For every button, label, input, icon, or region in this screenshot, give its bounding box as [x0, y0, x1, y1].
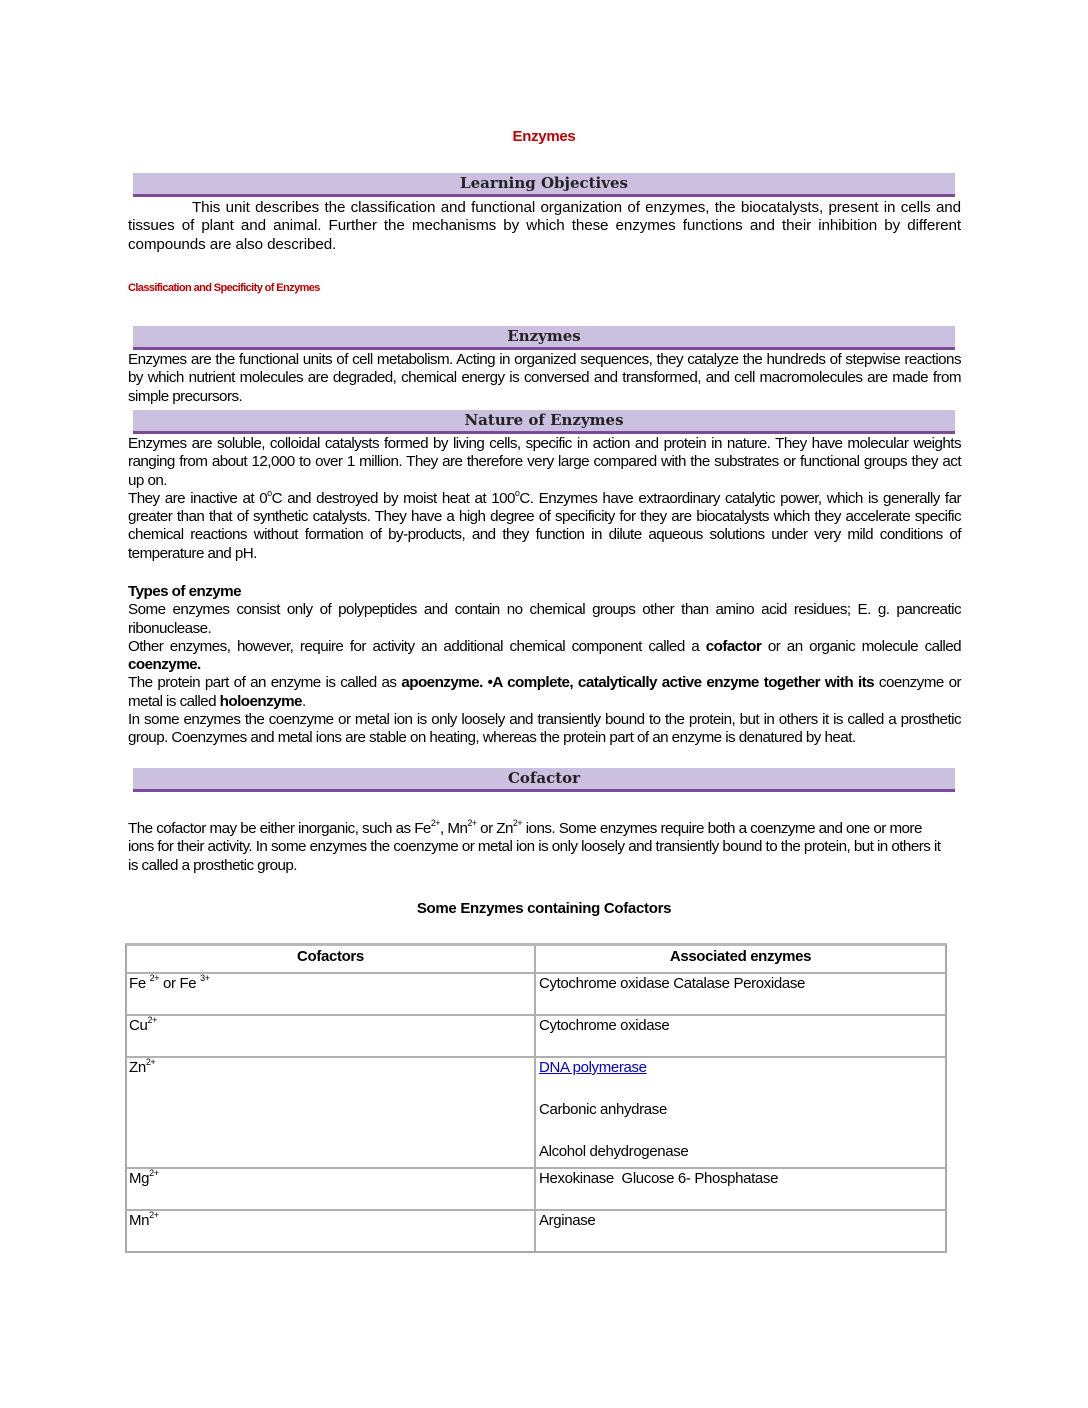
cofactor-cell — [127, 1058, 536, 1169]
charge-sup: 2+ — [430, 818, 440, 828]
section-band-learning-objectives — [133, 173, 955, 197]
text-run: The cofactor may be either inorganic, such as Fe — [128, 820, 431, 837]
enzymes-cell — [536, 1058, 945, 1169]
enzyme-name: Hexokinase Glucose 6- Phosphatase — [538, 1170, 779, 1187]
text-run: ions. Some enzymes require both a coenzyme and one or more ions for their activity. In some enzymes the coenzyme or metal ion is only loosely and transiently bound to the protein, but in others it is called a prosthetic group. — [128, 820, 941, 874]
text-run: They are inactive at 0 — [128, 489, 268, 507]
document-title: Enzymes — [512, 128, 576, 145]
charge-sup: 2+ — [145, 1057, 156, 1067]
charge-sup: 2+ — [512, 818, 523, 828]
paragraph-text: Enzymes are the functional units of cell metabolism. Acting in organized sequences, they catalyze the hundreds of stepwise reactions by which nutrient molecules are degraded, chemical energy is conversed and transformed, and cell macromolecules are made from simple precursors. — [128, 351, 961, 405]
classification-heading: Classification and Specificity of Enzymes — [128, 282, 320, 294]
section-heading: Nature of Enzymes — [464, 411, 624, 429]
cofactor-cell — [127, 1169, 536, 1211]
charge-sup: 2+ — [149, 1210, 159, 1220]
text-run: or Zn — [476, 820, 513, 837]
enzymes-cell — [536, 974, 945, 1016]
nature-paragraphs — [128, 435, 961, 563]
charge-sup: 2+ — [467, 818, 477, 828]
table-header-row — [127, 946, 945, 974]
enzyme-name: Cytochrome oxidase Catalase Peroxidase — [538, 975, 805, 992]
cofactor-cell — [127, 1211, 536, 1251]
paragraph-text: Enzymes are soluble, colloidal catalysts formed by living cells, specific in action and protein in nature. They have molecular weights ranging from about 12,000 to over 1 million. They are therefore very large compared with the substrates or functional groups they act up on. — [128, 435, 961, 489]
enzyme-name: Carbonic anhydrase — [538, 1101, 667, 1118]
term-coenzyme: coenzyme. — [128, 656, 201, 674]
ion-symbol: Mn — [129, 1212, 150, 1229]
enzymes-cell — [536, 1169, 945, 1211]
text-run: The protein part of an enzyme is called as — [128, 674, 402, 692]
table-caption: Some Enzymes containing Cofactors — [416, 900, 672, 917]
cofactor-table — [125, 943, 947, 1253]
enzyme-name: Arginase — [538, 1212, 596, 1229]
paragraph-text — [128, 674, 961, 711]
paragraph-text — [128, 638, 961, 675]
section-heading: Cofactor — [507, 769, 581, 787]
section-band-cofactor — [133, 768, 955, 792]
ion-symbol: Mg — [129, 1170, 150, 1187]
section-band-nature — [133, 410, 955, 434]
types-heading: Types of enzyme — [128, 583, 242, 600]
table-row — [127, 1058, 945, 1169]
cofactor-cell — [127, 1016, 536, 1058]
paragraph-text: This unit describes the classification and functional organization of enzymes, the biocatalysts, present in cells and tissues of plant and animal. Further the mechanisms by which these enzymes functions and their inhibition by different compounds are also described. — [128, 199, 961, 253]
text-run: C and destroyed by moist heat at 100 — [271, 489, 515, 507]
charge-sup: 2+ — [149, 973, 160, 983]
enzyme-name: Cytochrome oxidase — [538, 1017, 670, 1034]
types-section — [128, 583, 961, 748]
charge-sup: 2+ — [149, 1168, 159, 1178]
ion-symbol: Zn — [129, 1059, 146, 1076]
table-row — [127, 1016, 945, 1058]
paragraph-text: Some enzymes consist only of polypeptides and contain no chemical groups other than amino acid residues; E. g. pancreatic ribonuclease. — [128, 601, 961, 637]
degree-sup: o — [514, 487, 520, 498]
learning-objectives-paragraph — [128, 199, 961, 254]
cofactor-paragraph — [128, 820, 950, 875]
term-cofactor: cofactor — [705, 637, 762, 655]
table-row — [127, 974, 945, 1016]
enzymes-paragraph — [128, 351, 961, 406]
charge-sup: 2+ — [147, 1015, 158, 1025]
enzyme-name: Alcohol dehydrogenase — [538, 1143, 689, 1160]
charge-sup: 3+ — [200, 973, 210, 983]
degree-sup: o — [267, 487, 272, 498]
text-run: coenzyme or metal is called — [128, 674, 961, 710]
term-holoenzyme: holoenzyme — [219, 692, 302, 710]
paragraph-text: In some enzymes the coenzyme or metal ion is only loosely and transiently bound to the protein, but in others it is called a prosthetic group. Coenzymes and metal ions are stable on heating, whereas the protein part of an enzyme is denatured by heat. — [128, 711, 961, 747]
cofactor-cell — [127, 974, 536, 1016]
text-run: . — [301, 692, 306, 710]
enzymes-cell — [536, 1016, 945, 1058]
section-heading: Learning Objectives — [460, 174, 628, 192]
text-run: , Mn — [440, 820, 468, 837]
column-header-cofactors: Cofactors — [127, 946, 536, 974]
paragraph-text — [128, 820, 950, 875]
section-heading: Enzymes — [507, 327, 581, 345]
ion-symbol: Cu — [129, 1017, 148, 1034]
text-run: Other enzymes, however, require for activity an additional chemical component called a — [128, 637, 706, 655]
table-row — [127, 1211, 945, 1251]
term-apoenzyme: apoenzyme. •A complete, catalytically active enzyme together with its — [401, 674, 875, 692]
text-run: or an organic molecule called — [761, 637, 961, 655]
paragraph-text — [128, 487, 961, 563]
text-run: C. Enzymes have extraordinary catalytic power, which is generally far greater than that of synthetic catalysts. They have a high degree of specificity for they are biocatalysts which they accelerate specific chemical reactions without formation of by-products, and they function in dilute aqueous solutions under very mild conditions of temperature and pH. — [128, 489, 961, 562]
column-header-associated-enzymes: Associated enzymes — [536, 946, 945, 974]
ion-symbol: Fe — [129, 975, 150, 992]
table-row — [127, 1169, 945, 1211]
dna-polymerase-link[interactable]: DNA polymerase — [538, 1059, 647, 1076]
section-band-enzymes — [133, 326, 955, 350]
enzymes-cell — [536, 1211, 945, 1251]
ion-symbol: or Fe — [159, 975, 201, 992]
